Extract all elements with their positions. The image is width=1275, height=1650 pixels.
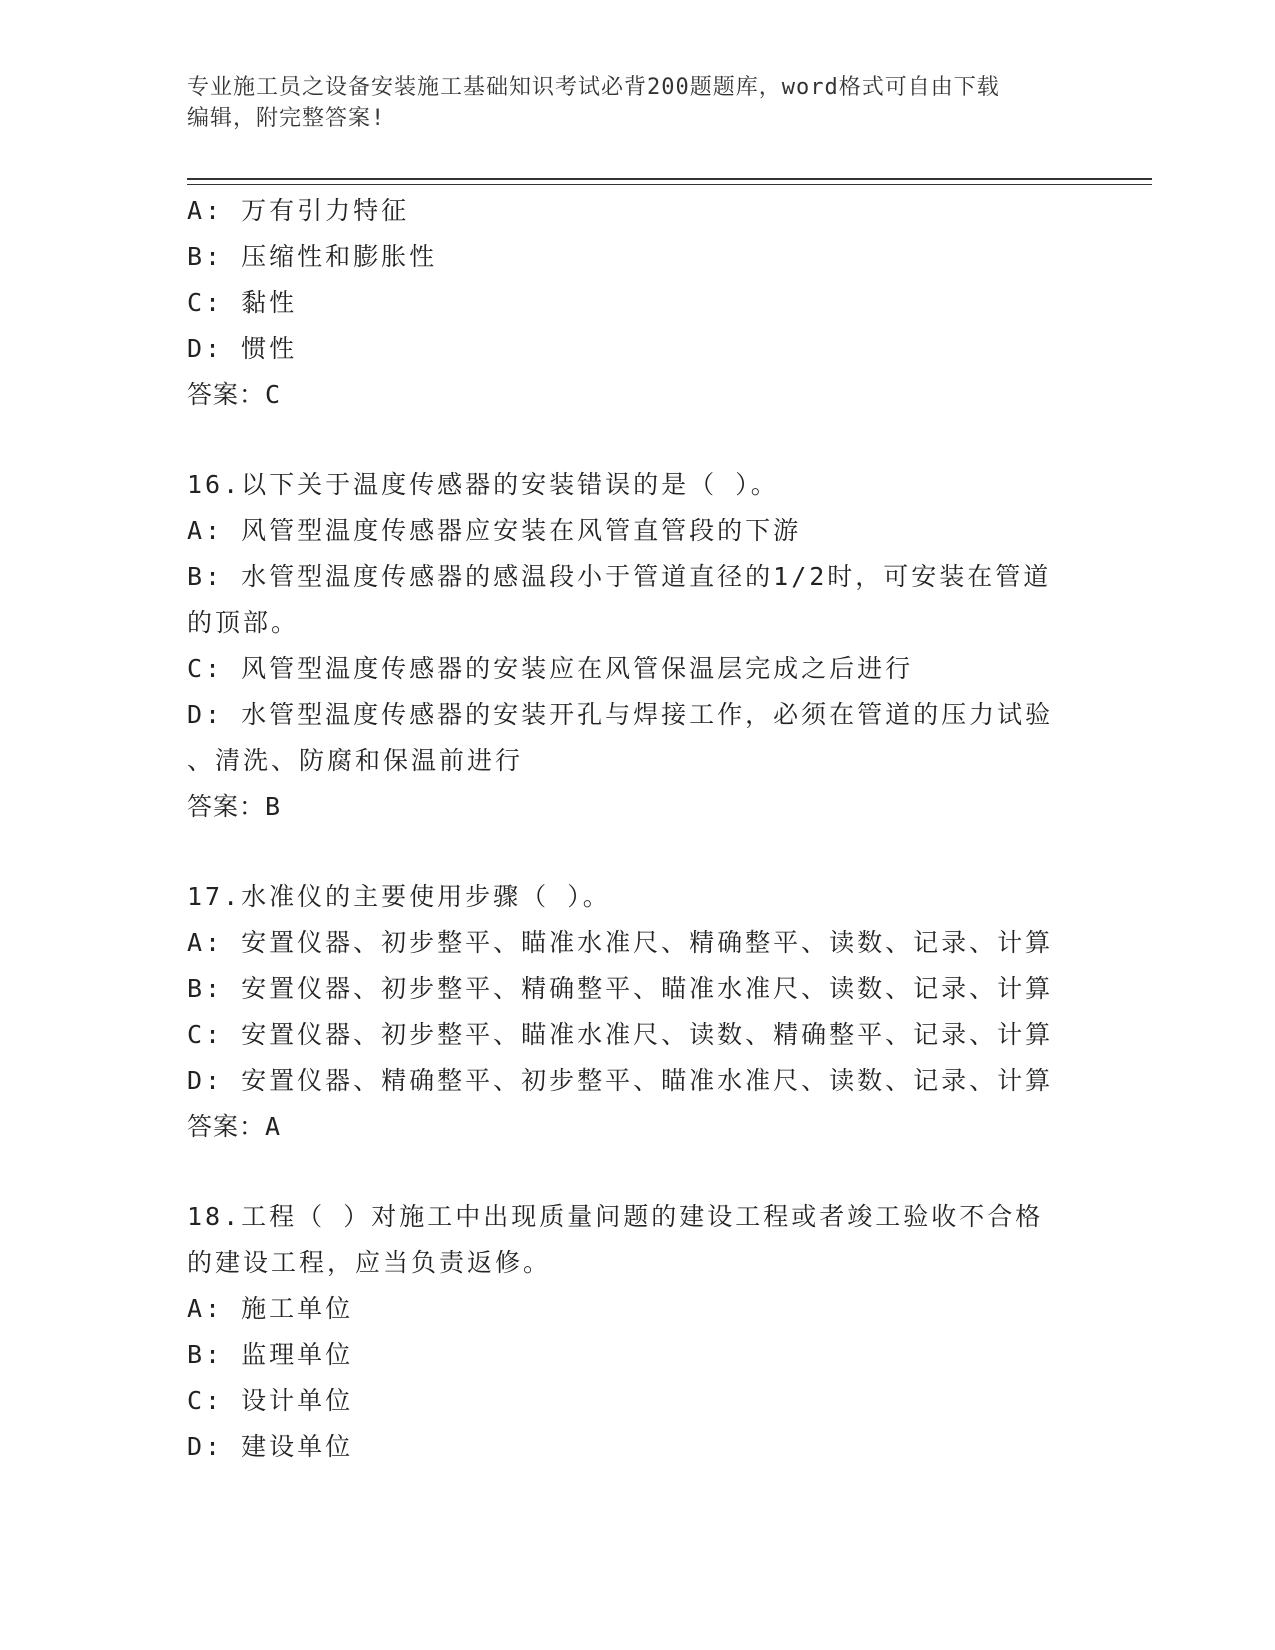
q18-question-line-1: 18.工程（ ）对施工中出现质量问题的建设工程或者竣工验收不合格 xyxy=(187,1202,1044,1231)
q16-option-d-continued: 、清洗、防腐和保温前进行 xyxy=(187,746,524,775)
q16-answer: 答案：B xyxy=(187,792,282,821)
q17-question: 17.水准仪的主要使用步骤（ ）。 xyxy=(187,882,611,911)
q15-option-c: C: 黏性 xyxy=(187,288,298,317)
document-header xyxy=(187,72,1077,134)
q18-option-d: D: 建设单位 xyxy=(187,1432,354,1461)
header-title-line-1: 专业施工员之设备安装施工基础知识考试必背200题题库，word格式可自由下载 xyxy=(187,75,1000,100)
q18-option-a: A: 施工单位 xyxy=(187,1294,354,1323)
q16-option-b-continued: 的顶部。 xyxy=(187,608,300,637)
q15-answer: 答案：C xyxy=(187,380,282,409)
header-title-line-2: 编辑，附完整答案! xyxy=(187,106,386,131)
q16-question: 16.以下关于温度传感器的安装错误的是（ ）。 xyxy=(187,470,779,499)
spacer xyxy=(187,830,1087,874)
q15-option-b: B: 压缩性和膨胀性 xyxy=(187,242,438,271)
spacer xyxy=(187,1150,1087,1194)
q18-question-line-2: 的建设工程，应当负责返修。 xyxy=(187,1248,552,1277)
q17-option-c: C: 安置仪器、初步整平、瞄准水准尺、读数、精确整平、记录、计算 xyxy=(187,1020,1054,1049)
question-15-block xyxy=(187,188,1087,418)
q15-option-a: A: 万有引力特征 xyxy=(187,196,410,225)
question-17-block xyxy=(187,874,1087,1150)
question-18-block xyxy=(187,1194,1087,1470)
q16-option-b: B: 水管型温度传感器的感温段小于管道直径的1/2时，可安装在管道 xyxy=(187,562,1052,591)
header-divider-thin xyxy=(187,184,1152,185)
q17-option-b: B: 安置仪器、初步整平、精确整平、瞄准水准尺、读数、记录、计算 xyxy=(187,974,1054,1003)
q18-option-b: B: 监理单位 xyxy=(187,1340,354,1369)
q16-option-c: C: 风管型温度传感器的安装应在风管保温层完成之后进行 xyxy=(187,654,914,683)
q17-option-d: D: 安置仪器、精确整平、初步整平、瞄准水准尺、读数、记录、计算 xyxy=(187,1066,1054,1095)
q18-option-c: C: 设计单位 xyxy=(187,1386,354,1415)
q17-option-a: A: 安置仪器、初步整平、瞄准水准尺、精确整平、读数、记录、计算 xyxy=(187,928,1054,957)
document-body xyxy=(187,188,1087,1470)
q16-option-d: D: 水管型温度传感器的安装开孔与焊接工作，必须在管道的压力试验 xyxy=(187,700,1054,729)
q17-answer: 答案：A xyxy=(187,1112,282,1141)
q15-option-d: D: 惯性 xyxy=(187,334,298,363)
q16-option-a: A: 风管型温度传感器应安装在风管直管段的下游 xyxy=(187,516,802,545)
header-divider-thick xyxy=(187,178,1152,180)
question-16-block xyxy=(187,462,1087,830)
spacer xyxy=(187,418,1087,462)
